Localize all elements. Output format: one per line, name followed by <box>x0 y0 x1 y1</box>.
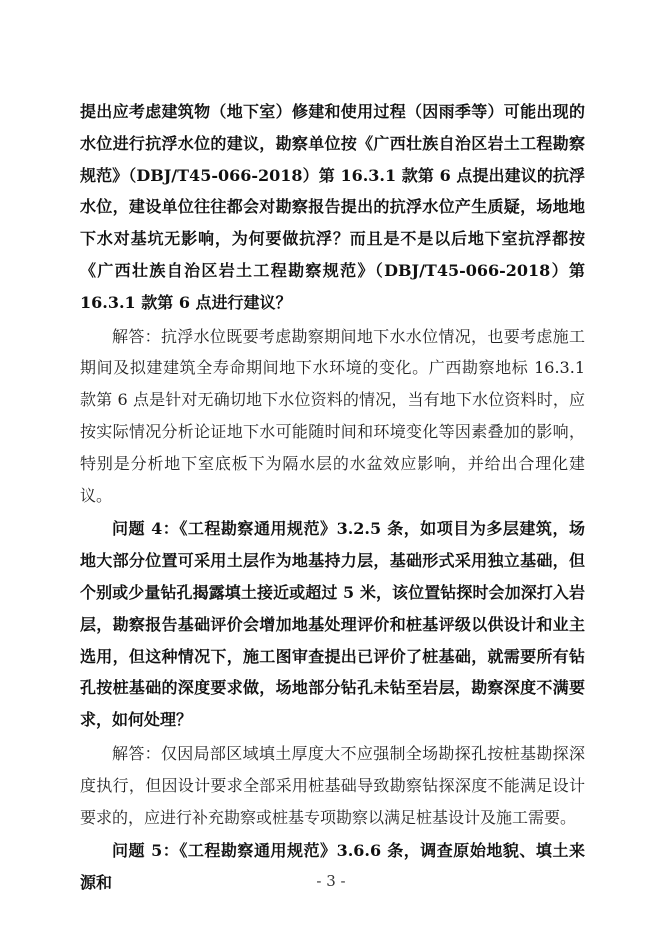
question-5-start: 问题 5：《工程勘察通用规范》3.6.6 条，调查原始地貌、填土来源和 <box>80 841 585 893</box>
page-number: - 3 - <box>316 872 346 890</box>
body-text <box>80 96 585 899</box>
answer-3: 解答：抗浮水位既要考虑勘察期间地下水水位情况，也要考虑施工期间及拟建建筑全寿命期间地下水环境的变化。广西勘察地标 16.3.1 款第 6 点是针对无确切地下水位资料的情况，当有地下水位资料时，应按实际情况分析论证地下水可能随时间和环境变化等因素叠加的影响，特别是分析地下室底板下为隔水层的水盆效应影响，并给出合理化建议。 <box>80 326 585 505</box>
answer-4: 解答：仅因局部区域填土厚度大不应强制全场勘探孔按桩基勘探深度执行，但因设计要求全部采用桩基础导致勘察钻探深度不能满足设计要求的，应进行补充勘察或桩基专项勘察以满足桩基设计及施工需要。 <box>80 743 585 827</box>
question-4: 问题 4：《工程勘察通用规范》3.2.5 条，如项目为多层建筑，场地大部分位置可采用土层作为地基持力层，基础形式采用独立基础，但个别或少量钻孔揭露填土接近或超过 5 米，该位置钻探时会加深打入岩层，勘察报告基础评价会增加地基处理评价和桩基评级以供设计和业主选用，但这种情况下，施工图审查提出已评价了桩基础，就需要所有钻孔按桩基础的深度要求做，场地部分钻孔未钻至岩层，勘察深度不满要求，如何处理？ <box>80 519 585 730</box>
question-3-continued: 提出应考虑建筑物（地下室）修建和使用过程（因雨季等）可能出现的水位进行抗浮水位的建议，勘察单位按《广西壮族自治区岩土工程勘察规范》（DBJ/T45-066-2018）第 16.3.1 款第 6 点提出建议的抗浮水位，建设单位往往都会对勘察报告提出的抗浮水位产生质疑，场地地下水对基坑无影响，为何要做抗浮？而且是不是以后地下室抗浮都按《广西壮族自治区岩土工程勘察规范》（DBJ/T45-066-2018）第 16.3.1 款第 6 点进行建议？ <box>80 102 585 312</box>
